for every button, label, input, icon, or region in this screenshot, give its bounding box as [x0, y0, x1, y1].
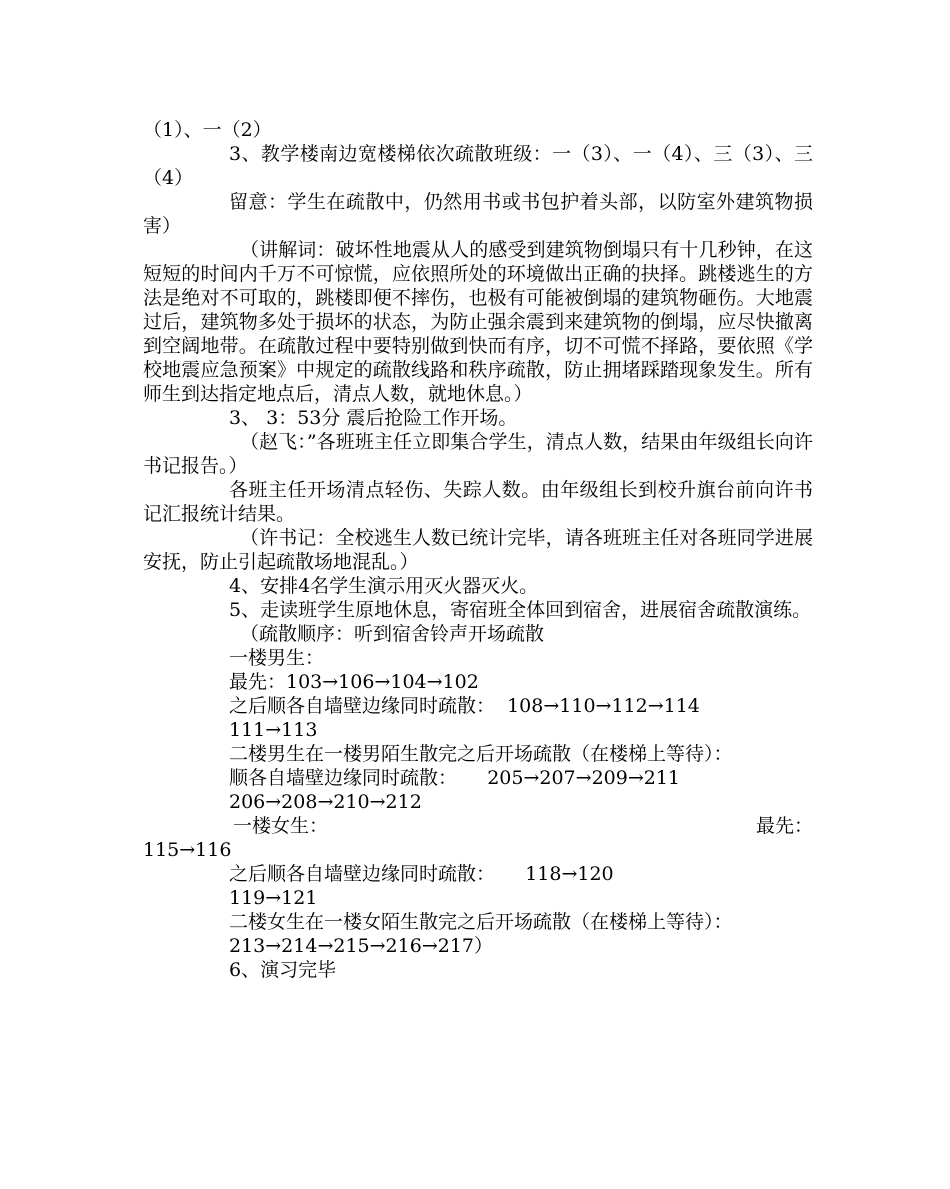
- list-item: 之后顺各自墙壁边缘同时疏散： 108→110→112→114: [229, 695, 700, 717]
- paragraph: 3、教学楼南边宽楼梯依次疏散班级：一（3）、一（4）、三（3）、三（4）: [143, 143, 813, 189]
- list-item: 之后顺各自墙壁边缘同时疏散： 118→120: [229, 863, 614, 885]
- list-item: 最先：103→106→104→102: [229, 671, 479, 693]
- paragraph: （疏散顺序：听到宿舍铃声开场疏散: [240, 623, 545, 645]
- list-item: 115→116: [143, 839, 232, 861]
- paragraph: （赵飞：”各班班主任立即集合学生，清点人数，结果由年级组长向许书记报告。）: [143, 431, 813, 477]
- list-item: 二楼女生在一楼女陌生散完之后开场疏散（在楼梯上等待）：: [229, 911, 733, 933]
- list-item: 一楼男生：: [229, 647, 325, 669]
- list-item: [143, 814, 813, 838]
- paragraph: 5、走读班学生原地休息，寄宿班全体回到宿舍，进展宿舍疏散演练。: [229, 599, 812, 621]
- document-page: [143, 118, 813, 982]
- list-item: 顺各自墙壁边缘同时疏散： 205→207→209→211: [229, 767, 681, 789]
- paragraph: （许书记：全校逃生人数已统计完毕，请各班班主任对各班同学进展安抚，防止引起疏散场地混乱。）: [143, 527, 813, 573]
- list-item: 二楼男生在一楼男陌生散完之后开场疏散（在楼梯上等待）：: [229, 743, 733, 765]
- paragraph: （讲解词：破坏性地震从人的感受到建筑物倒塌只有十几秒钟，在这短短的时间内千万不可惊慌，应依照所处的环境做出正确的抉择。跳楼逃生的方法是绝对不可取的，跳楼即便不摔伤，也极有可能被倒塌的建筑物砸伤。大地震过后，建筑物多处于损坏的状态，为防止强余震到来建筑物的倒塌，应尽快撤离到空阔地带。在疏散过程中要特别做到快而有序，切不可慌不择路，要依照《学校地震应急预案》中规定的疏散线路和秩序疏散，防止拥堵踩踏现象发生。所有师生到达指定地点后，清点人数，就地休息。）: [143, 239, 813, 405]
- paragraph: （1）、一（2）: [143, 119, 272, 141]
- list-item: 119→121: [229, 887, 318, 909]
- paragraph: 3、 3：53分 震后抢险工作开场。: [229, 407, 518, 429]
- list-item: 6、演习完毕: [229, 959, 337, 981]
- list-item: 206→208→210→212: [229, 791, 422, 813]
- first-label: 最先：: [755, 815, 813, 837]
- floor-label: 一楼女生：: [233, 815, 329, 837]
- paragraph: 各班主任开场清点轻伤、失踪人数。由年级组长到校升旗台前向许书记汇报统计结果。: [143, 479, 813, 525]
- list-item: 213→214→215→216→217）: [229, 935, 494, 957]
- list-item: 111→113: [229, 719, 318, 741]
- paragraph: 4、安排4名学生演示用灭火器灭火。: [229, 575, 539, 597]
- paragraph: 留意：学生在疏散中，仍然用书或书包护着头部，以防室外建筑物损害）: [143, 191, 813, 237]
